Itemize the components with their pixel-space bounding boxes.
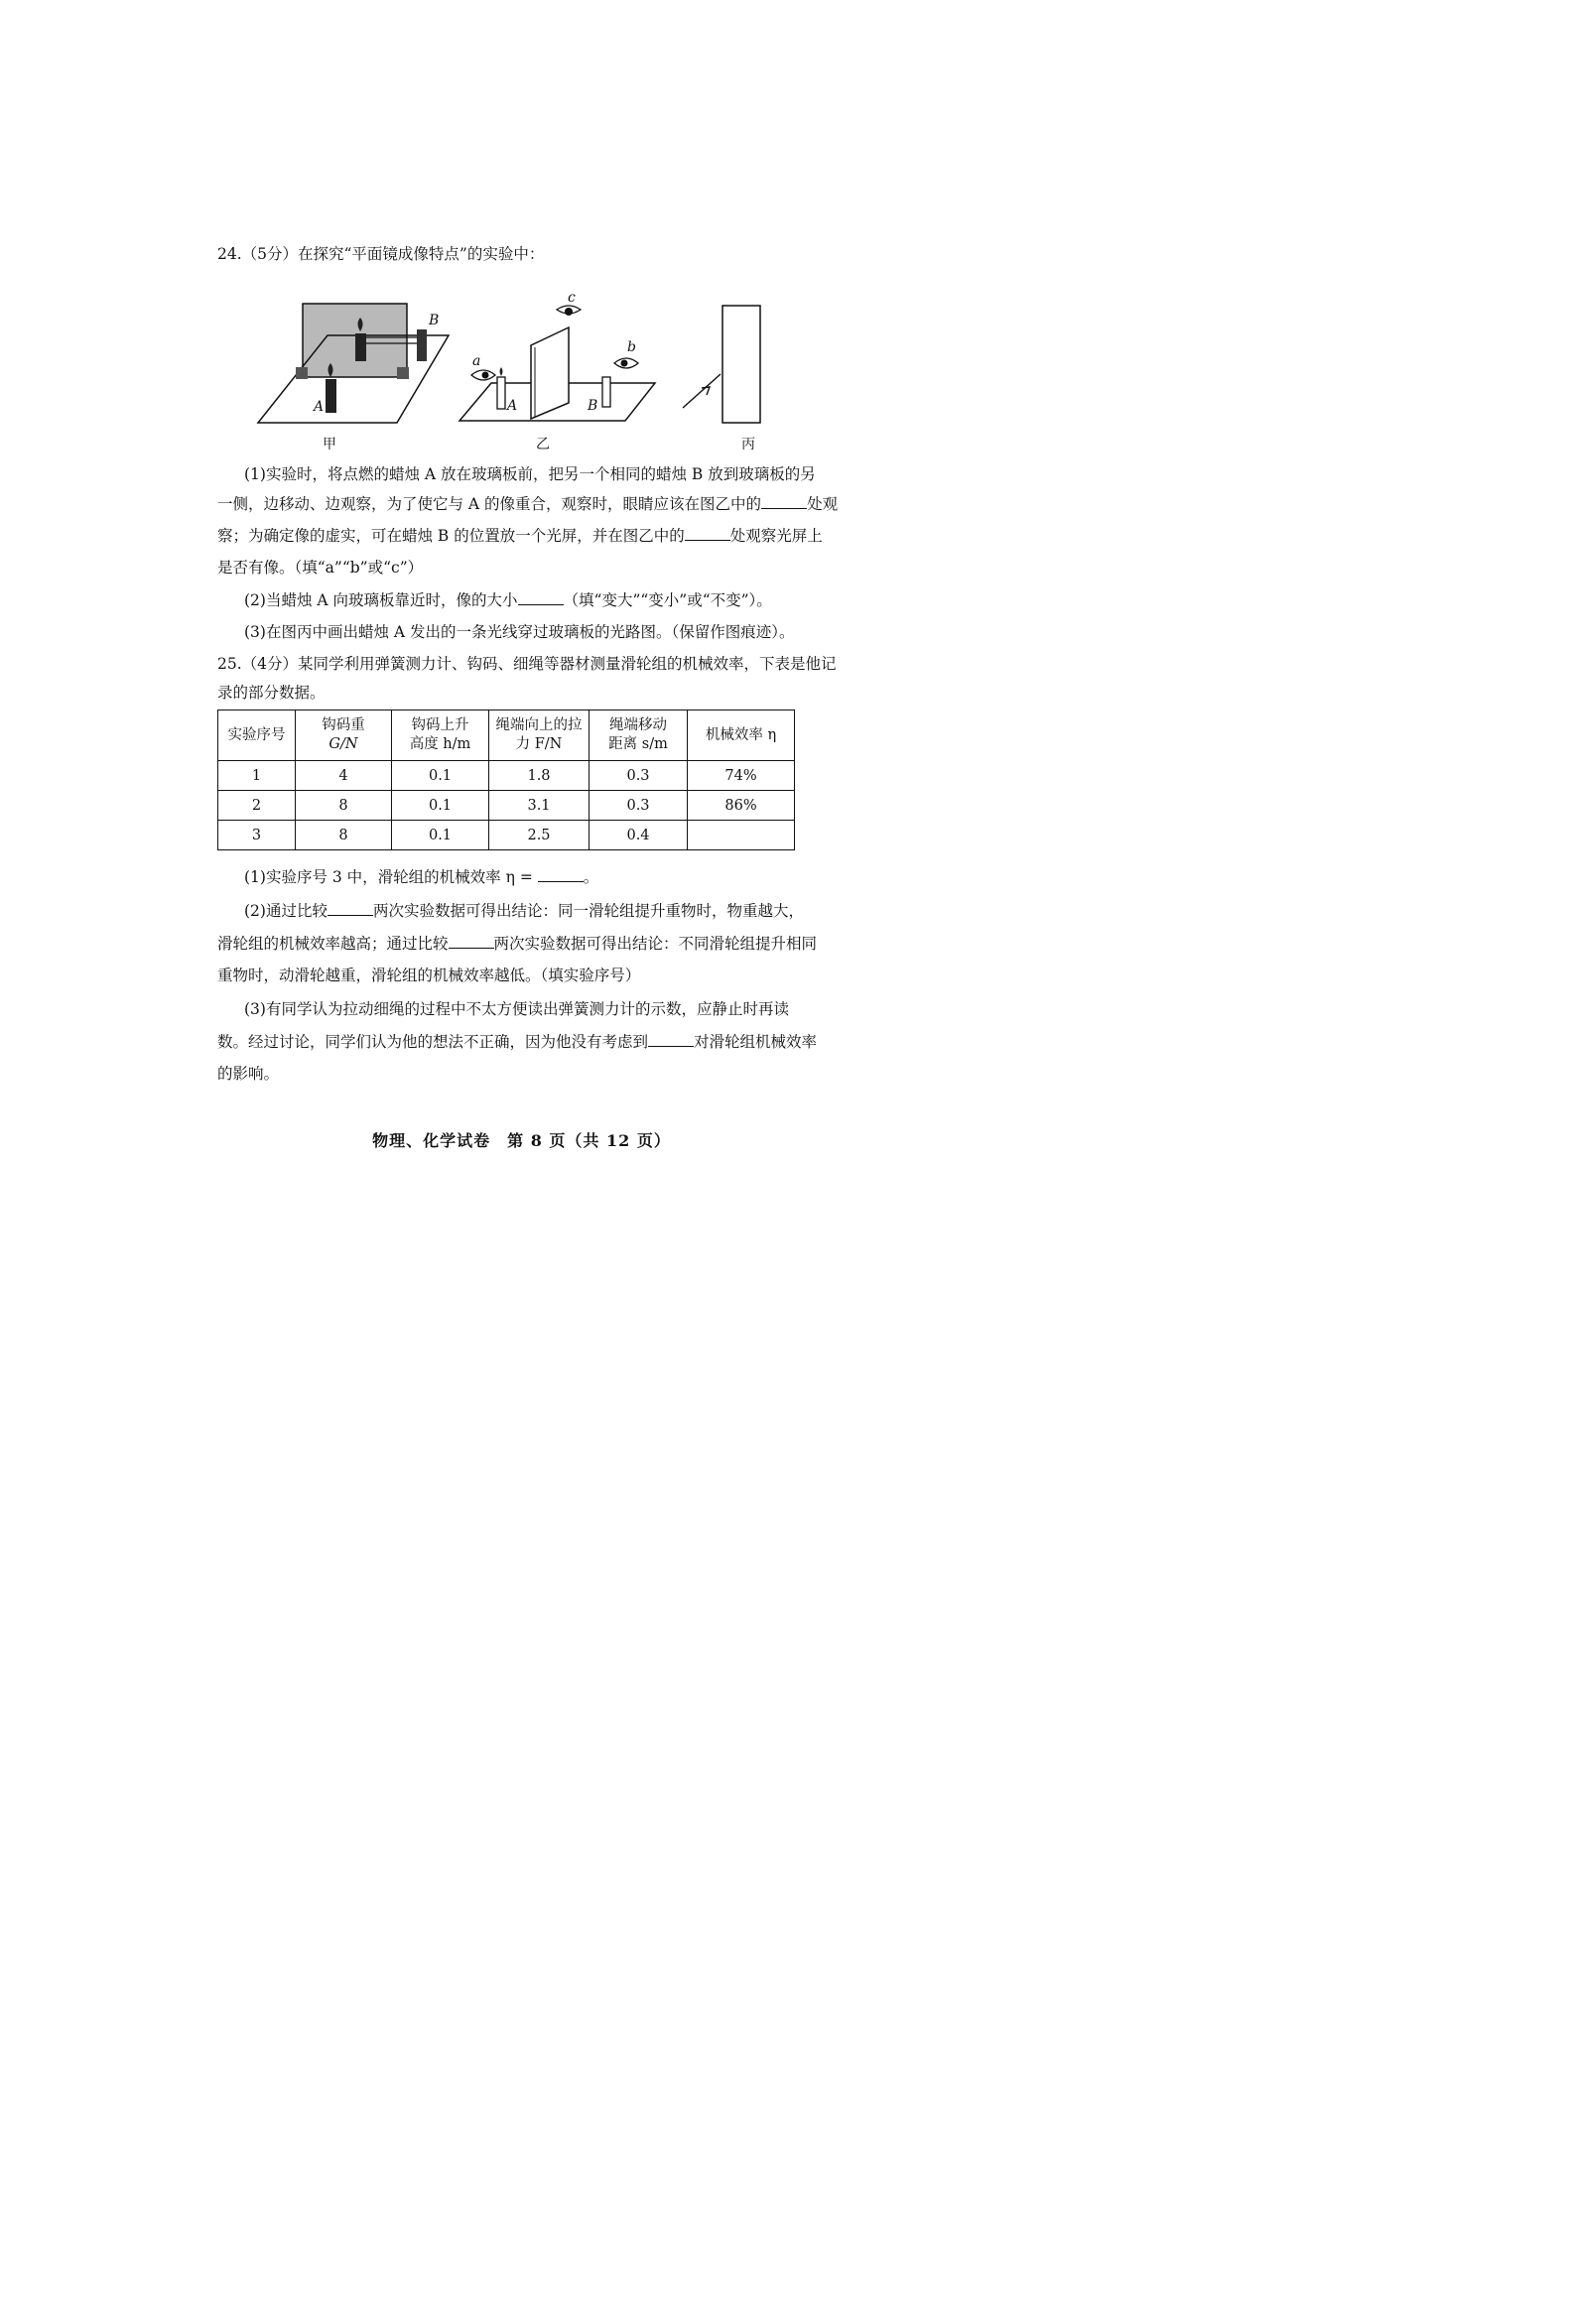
q25-intro-line2: 录的部分数据。 [217, 684, 326, 702]
answer-blank[interactable] [761, 494, 807, 509]
figure-yi [452, 298, 655, 427]
table-cell: 3.1 [489, 791, 590, 821]
q25-s3-line3: 的影响。 [217, 1065, 280, 1083]
q25-s2-line2: 滑轮组的机械效率越高；通过比较 两次实验数据可得出结论：不同滑轮组提升相同 [217, 935, 818, 953]
caption-yi: 乙 [536, 437, 550, 452]
candle-image [355, 333, 366, 361]
header-cell: 实验序号 [218, 710, 296, 761]
header-cell: 钩码重 G/N [296, 710, 392, 761]
glass-plate [531, 327, 569, 419]
label-B-jia: B [429, 313, 440, 328]
glass-plate [303, 304, 407, 377]
table-cell: 8 [296, 821, 392, 850]
q24-p2: (2)当蜡烛 A 向玻璃板靠近时，像的大小 （填“变大”“变小”或“不变”）。 [244, 591, 772, 609]
q25-intro-line1: 25.（4分）某同学利用弹簧测力计、钩码、细绳等器材测量滑轮组的机械效率，下表是他记 [217, 655, 837, 673]
table-cell: 0.3 [590, 791, 688, 821]
label-c: c [568, 290, 576, 306]
q25-s3-line2: 数。经过讨论，同学们认为他的想法不正确，因为他没有考虑到 对滑轮组机械效率 [217, 1033, 818, 1051]
q24-title: 24.（5分）在探究“平面镜成像特点”的实验中： [217, 245, 545, 263]
plate-stand-right [397, 367, 409, 379]
header-cell: 绳端移动 距离 s/m [590, 710, 688, 761]
label-a: a [472, 353, 481, 369]
table-row [218, 761, 795, 791]
figure-bing [675, 303, 774, 427]
eye-b-icon [614, 358, 638, 368]
label-b: b [627, 339, 636, 355]
header-cell: 钩码上升 高度 h/m [392, 710, 489, 761]
table-cell-empty[interactable] [688, 821, 795, 850]
q25-s2-line3: 重物时，动滑轮越重，滑轮组的机械效率越低。（填实验序号） [217, 967, 641, 984]
q24-p1-line1: (1)实验时，将点燃的蜡烛 A 放在玻璃板前，把另一个相同的蜡烛 B 放到玻璃板的另 [244, 465, 816, 483]
q24-p1-line2: 一侧，边移动、边观察，为了使它与 A 的像重合，观察时，眼睛应该在图乙中的 处观 [217, 495, 839, 513]
answer-blank[interactable] [518, 590, 564, 605]
caption-jia: 甲 [323, 437, 336, 452]
answer-blank[interactable] [538, 867, 584, 882]
label-B-yi: B [588, 398, 598, 414]
candle-b [602, 377, 610, 407]
table-cell: 3 [218, 821, 296, 850]
arrow-icon [702, 387, 710, 395]
data-table [217, 710, 795, 850]
table-cell: 4 [296, 761, 392, 791]
table-row [218, 791, 795, 821]
table-cell: 0.1 [392, 791, 489, 821]
q25-s2-line1: (2)通过比较 两次实验数据可得出结论：同一滑轮组提升重物时，物重越大， [244, 902, 804, 920]
table-cell: 8 [296, 791, 392, 821]
table-cell: 1 [218, 761, 296, 791]
caption-bing: 丙 [741, 437, 755, 452]
plate-stand-left [296, 367, 308, 379]
page-footer: 物理、化学试卷 第 8 页（共 12 页） [372, 1131, 671, 1150]
q25-s1: (1)实验序号 3 中，滑轮组的机械效率 η = 。 [244, 868, 599, 886]
table-cell: 74% [688, 761, 795, 791]
q24-p1-line3: 察；为确定像的虚实，可在蜡烛 B 的位置放一个光屏，并在图乙中的 处观察光屏上 [217, 527, 823, 545]
table-header-row [218, 710, 795, 761]
q24-p3: (3)在图丙中画出蜡烛 A 发出的一条光线穿过玻璃板的光路图。（保留作图痕迹）。 [244, 623, 795, 641]
answer-blank[interactable] [328, 901, 373, 916]
table-cell: 0.1 [392, 761, 489, 791]
header-cell: 绳端向上的拉 力 F/N [489, 710, 590, 761]
table-cell: 2 [218, 791, 296, 821]
table-cell: 2.5 [489, 821, 590, 850]
table-cell: 86% [688, 791, 795, 821]
table-cell: 0.4 [590, 821, 688, 850]
label-A-jia: A [314, 399, 325, 415]
eye-c-icon [557, 306, 581, 316]
candle-a [497, 377, 505, 409]
answer-blank[interactable] [685, 526, 730, 541]
light-ray [683, 374, 721, 408]
eye-a-icon [471, 370, 495, 380]
table-cell: 0.1 [392, 821, 489, 850]
label-A-yi: A [507, 398, 518, 414]
candle-a [326, 379, 336, 413]
q24-p1-line4: 是否有像。（填“a”“b”或“c”） [217, 559, 424, 577]
candle-b [417, 329, 427, 361]
answer-blank[interactable] [449, 934, 494, 949]
glass-plate [722, 306, 760, 423]
table-cell: 0.3 [590, 761, 688, 791]
table-row [218, 821, 795, 850]
header-cell: 机械效率 η [688, 710, 795, 761]
table-cell: 1.8 [489, 761, 590, 791]
q25-s3-line1: (3)有同学认为拉动细绳的过程中不太方便读出弹簧测力计的示数，应静止时再读 [244, 1000, 789, 1018]
answer-blank[interactable] [648, 1032, 694, 1047]
